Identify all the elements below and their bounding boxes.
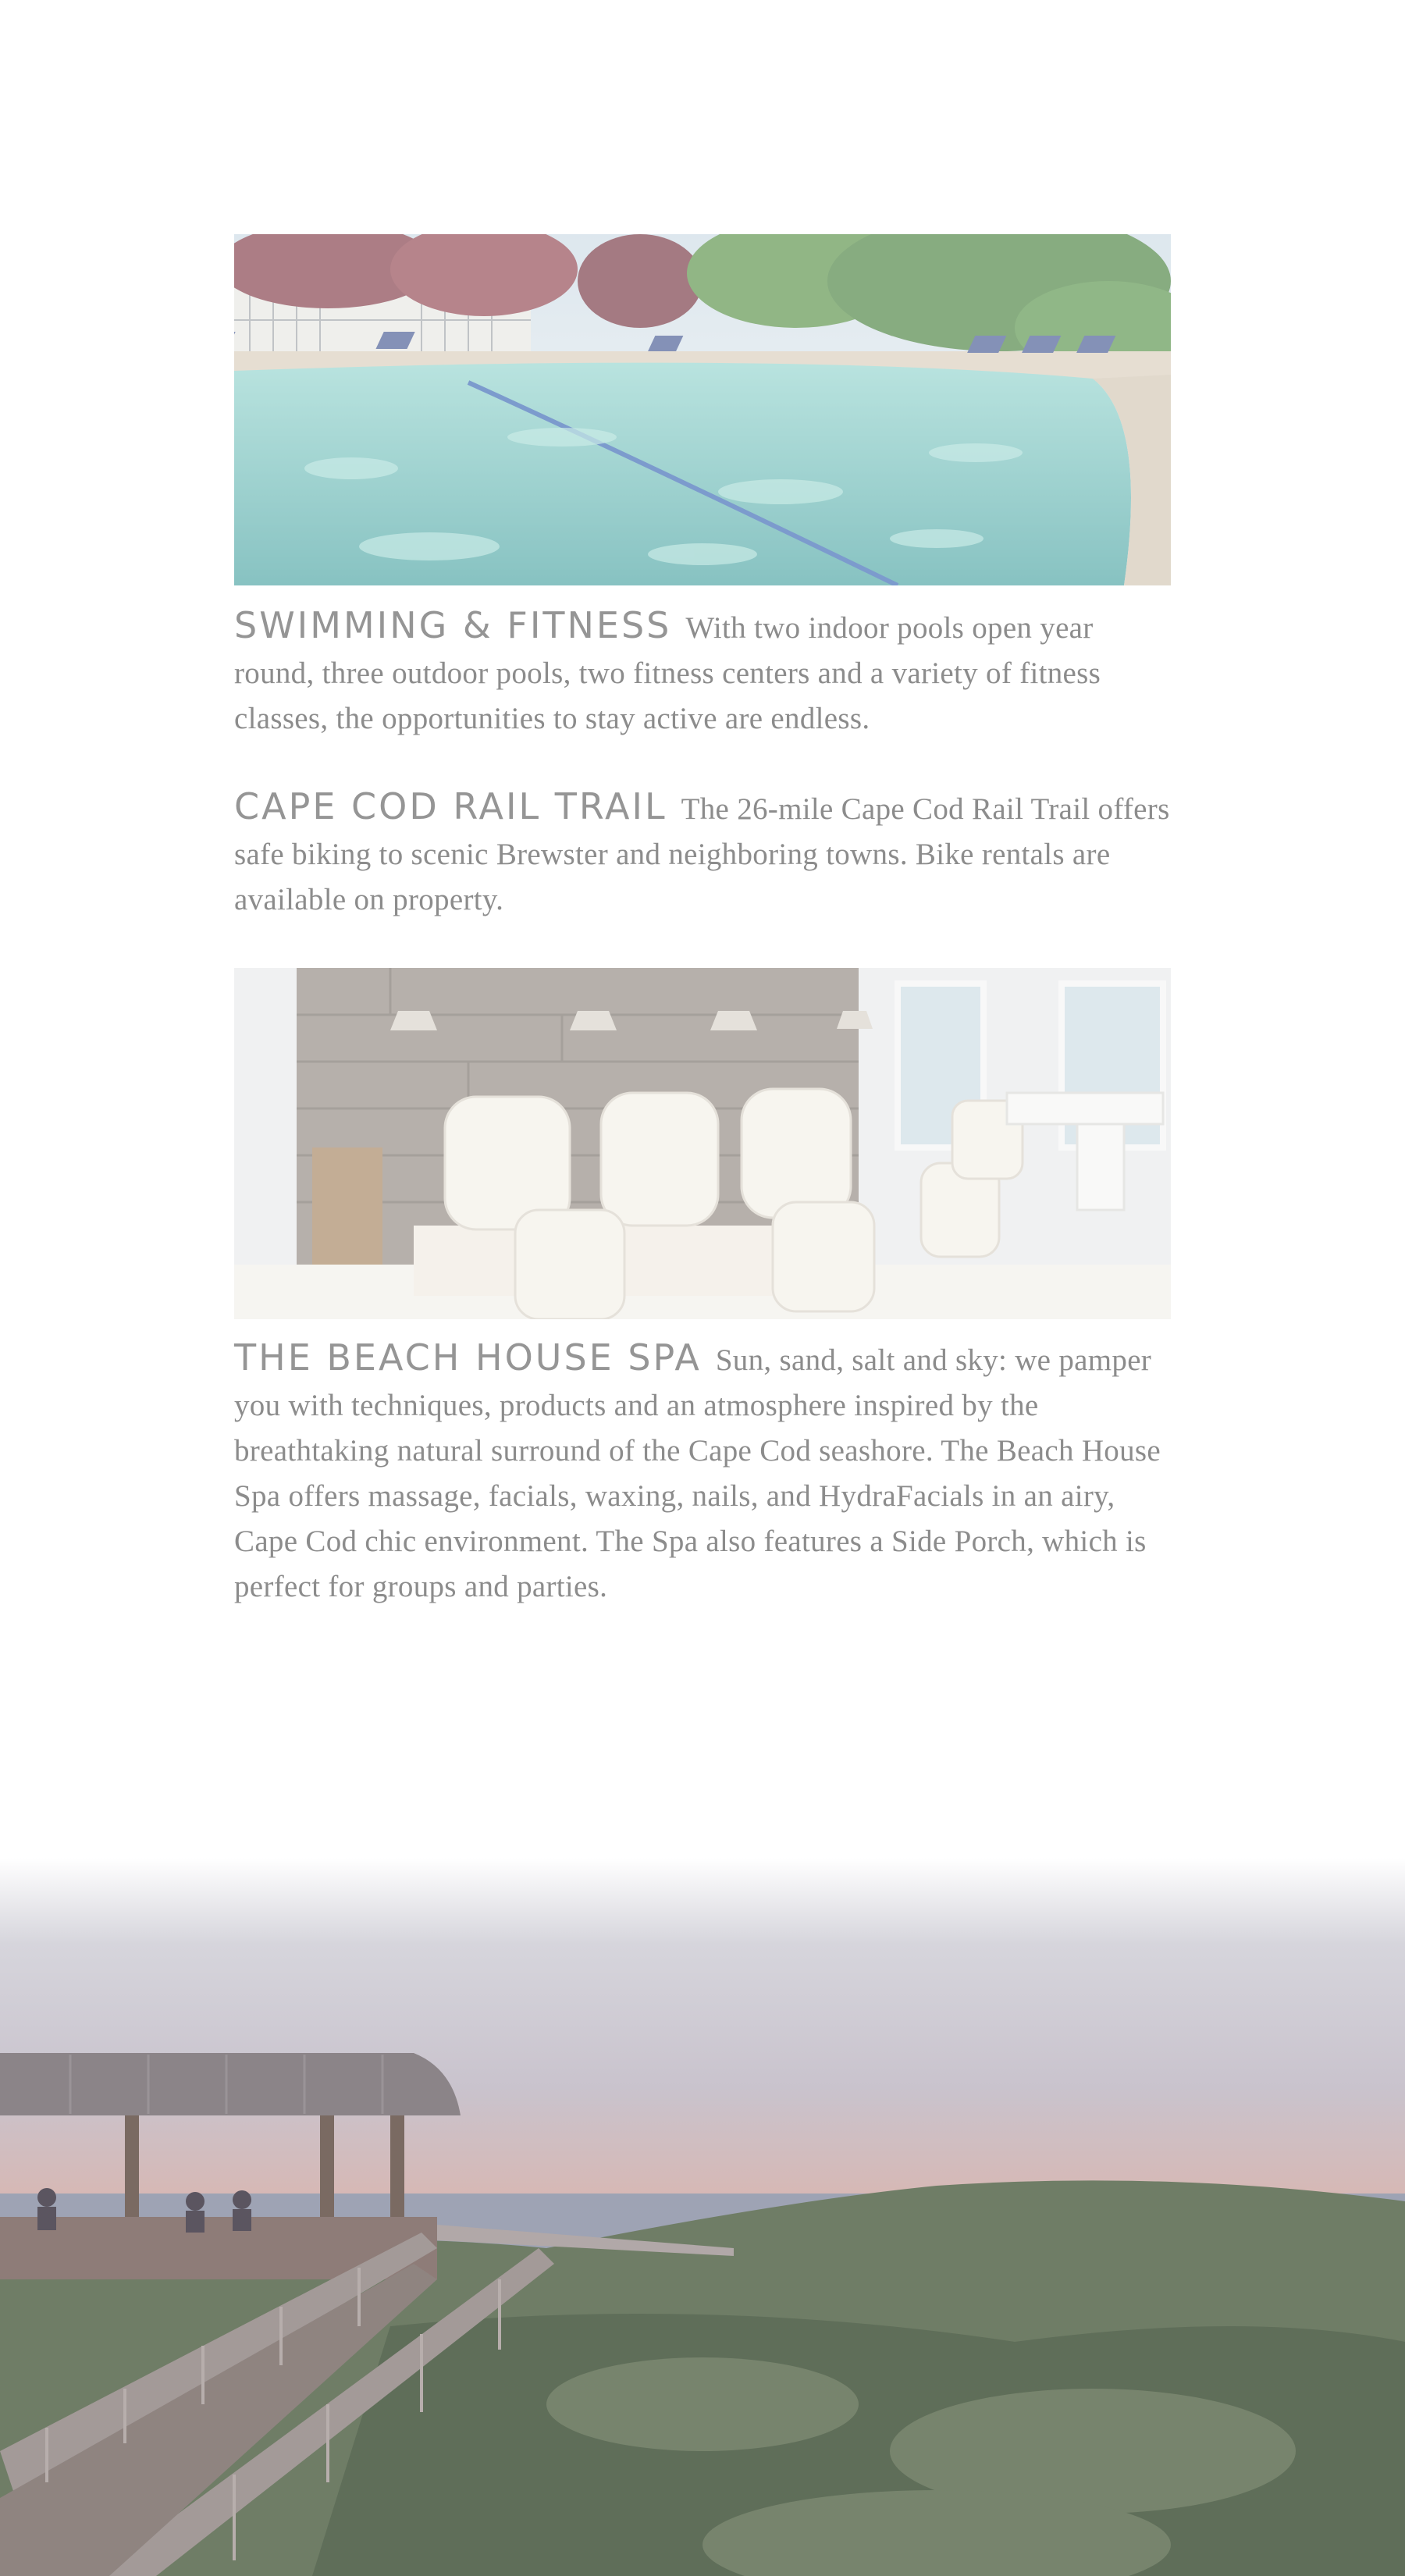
beach-house-spa-heading: THE BEACH HOUSE SPA <box>234 1336 702 1379</box>
swimming-fitness-heading: SWIMMING & FITNESS <box>234 604 672 646</box>
beach-house-spa-body: Sun, sand, salt and sky: we pamper you with techniques, products and an atmosphere inspired by the breathtaking natural surround of the Cape Cod seashore. The Beach House Spa offers massage, facials, waxing, nails, and HydraFacials in an airy, Cape Cod chic environment. The Spa also features a Side Porch, which is perfect for groups and parties. <box>234 1343 1161 1603</box>
rail-trail-heading: CAPE COD RAIL TRAIL <box>234 785 667 827</box>
swimming-fitness-body: With two indoor pools open year round, three outdoor pools, two fitness centers and a variety of fitness classes, the opportunities to stay active are endless. <box>234 611 1101 735</box>
rail-trail-body: The 26-mile Cape Cod Rail Trail offers safe biking to scenic Brewster and neighboring towns. Bike rentals are available on property. <box>234 792 1170 916</box>
beach-house-spa-section <box>234 1335 1171 1610</box>
boardwalk-photo <box>0 1858 1405 2576</box>
rail-trail-section <box>234 784 1171 923</box>
swimming-fitness-section <box>234 603 1171 742</box>
spa-photo <box>234 968 1171 1319</box>
pool-photo <box>234 234 1171 585</box>
